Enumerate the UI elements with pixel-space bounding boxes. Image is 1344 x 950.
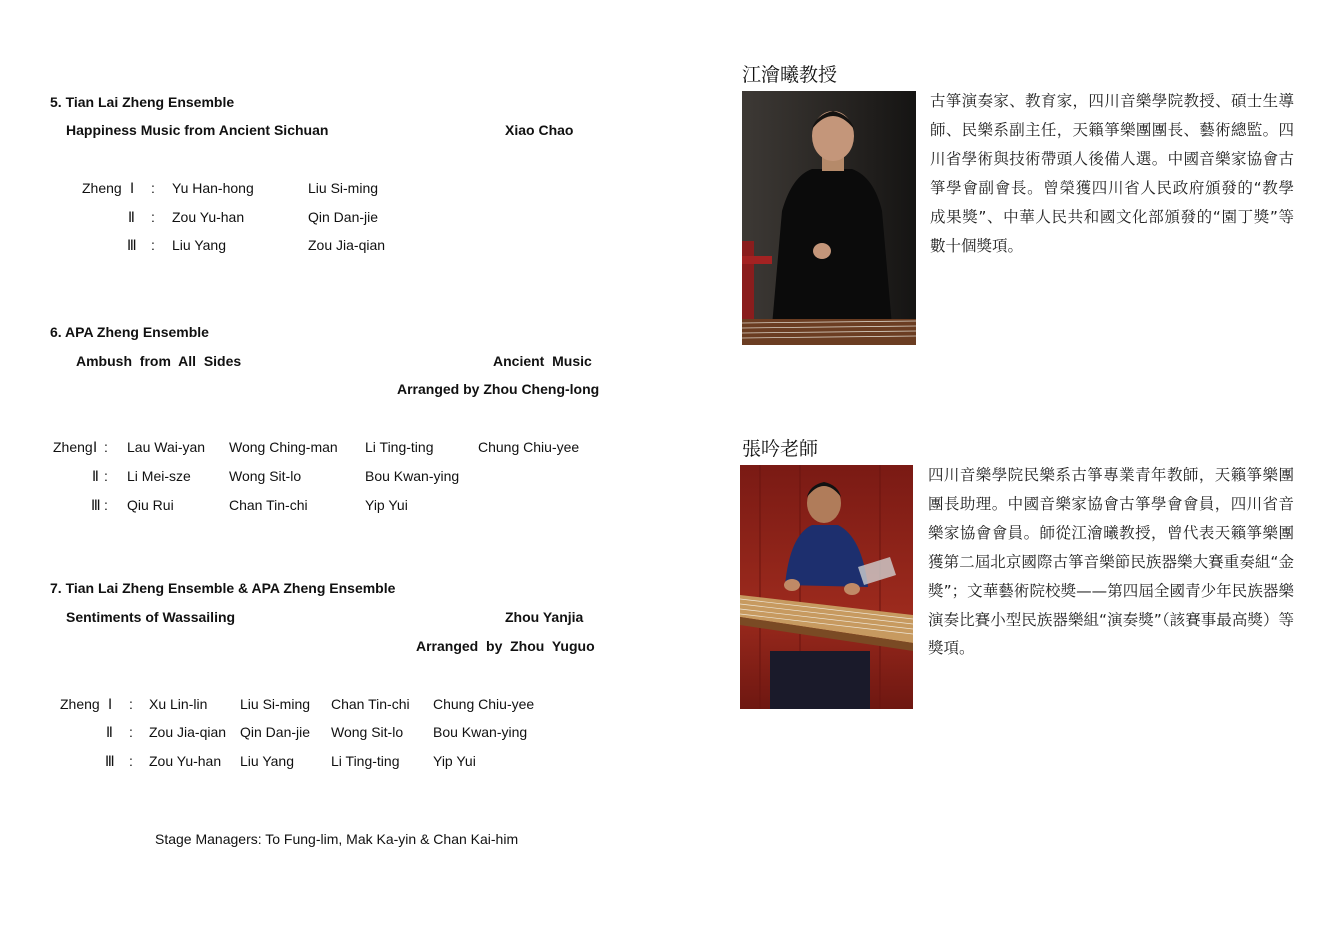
bio-2-text: 四川音樂學院民樂系古箏專業青年教師，天籟箏樂團團長助理。中國音樂家協會古箏學會會員，四川省音樂家協會會員。師從江澮曦教授，曾代表天籟箏樂團獲第二屆北京國際古箏音樂節民族器樂大賽重奏組“金獎”；文華藝術院校獎——第四屆全國青少年民族器樂演奏比賽小型民族器樂組“演奏獎”（該賽事最高獎）等獎項。: [928, 466, 1294, 658]
player-name: Chan Tin-chi: [331, 696, 410, 712]
item-6-part-2-colon: :: [104, 468, 108, 484]
item-6-part-1-numeral: Ⅰ: [93, 439, 98, 455]
item-5-part-3-colon: :: [151, 237, 155, 253]
item-7-composer: Zhou Yanjia: [505, 609, 584, 625]
item-6-part-1-colon: :: [104, 439, 108, 455]
bio-2-performance-photo: [740, 465, 913, 709]
item-6-zheng-label: Zheng: [53, 439, 93, 455]
player-name: Wong Ching-man: [229, 439, 338, 455]
player-name: Zou Yu-han: [149, 753, 222, 769]
stage-managers-credit: Stage Managers: To Fung-lim, Mak Ka-yin & Chan Kai-him: [155, 831, 519, 847]
player-name: Xu Lin-lin: [149, 696, 208, 712]
player-name: Liu Si-ming: [240, 696, 311, 712]
player-name: Chung Chiu-yee: [478, 439, 580, 455]
player-name: Liu Si-ming: [308, 180, 379, 196]
item-7-part-1-colon: :: [129, 696, 133, 712]
item-5-part-1-numeral: Ⅰ: [130, 180, 135, 196]
player-name: Zou Jia-qian: [308, 237, 386, 253]
player-name: Zou Yu-han: [172, 209, 245, 225]
item-5-composer: Xiao Chao: [505, 122, 574, 138]
item-7-piece-title: Sentiments of Wassailing: [66, 609, 236, 625]
item-7-part-2-colon: :: [129, 724, 133, 740]
player-name: Bou Kwan-ying: [433, 724, 528, 740]
player-name: Wong Sit-lo: [331, 724, 404, 740]
bio-1-portrait-photo: [742, 91, 916, 345]
item-6-composer: Ancient Music: [493, 353, 592, 369]
item-5-piece-title: Happiness Music from Ancient Sichuan: [66, 122, 329, 138]
item-7-heading: 7. Tian Lai Zheng Ensemble & APA Zheng Ensemble: [50, 580, 396, 596]
item-5-part-3-numeral: Ⅲ: [127, 237, 137, 253]
player-name: Chung Chiu-yee: [433, 696, 535, 712]
item-5-part-2-numeral: Ⅱ: [128, 209, 135, 225]
item-7-part-1-numeral: Ⅰ: [108, 696, 113, 712]
item-7-part-3-colon: :: [129, 753, 133, 769]
item-7-part-3-numeral: Ⅲ: [105, 753, 115, 769]
player-name: Qin Dan-jie: [308, 209, 379, 225]
player-name: Yu Han-hong: [172, 180, 254, 196]
player-name: Yip Yui: [365, 497, 408, 513]
item-6-part-3-colon: :: [104, 497, 108, 513]
item-5-zheng-label: Zheng: [82, 180, 122, 196]
player-name: Yip Yui: [433, 753, 476, 769]
player-name: Qiu Rui: [127, 497, 174, 513]
player-name: Bou Kwan-ying: [365, 468, 460, 484]
item-5-heading: 5. Tian Lai Zheng Ensemble: [50, 94, 235, 110]
player-name: Liu Yang: [172, 237, 226, 253]
player-name: Liu Yang: [240, 753, 294, 769]
item-7-part-2-numeral: Ⅱ: [106, 724, 113, 740]
item-7-zheng-label: Zheng: [60, 696, 100, 712]
player-name: Chan Tin-chi: [229, 497, 308, 513]
item-6-heading: 6. APA Zheng Ensemble: [50, 324, 209, 340]
bio-1-text: 古箏演奏家、教育家，四川音樂學院教授、碩士生導師、民樂系副主任，天籟箏樂團團長、藝術總監。四川省學術與技術帶頭人後備人選。中國音樂家協會古箏學會副會長。曾榮獲四川省人民政府頒發的“教學成果獎”、中華人民共和國文化部頒發的“園丁獎”等數十個獎項。: [930, 92, 1294, 255]
item-6-arranger: Arranged by Zhou Cheng-long: [397, 381, 600, 397]
player-name: Qin Dan-jie: [240, 724, 311, 740]
item-7-arranger: Arranged by Zhou Yuguo: [416, 638, 595, 654]
player-name: Li Ting-ting: [365, 439, 434, 455]
bio-2-name: 張吟老師: [742, 438, 819, 460]
player-name: Li Ting-ting: [331, 753, 400, 769]
player-name: Wong Sit-lo: [229, 468, 302, 484]
item-5-part-2-colon: :: [151, 209, 155, 225]
player-name: Lau Wai-yan: [127, 439, 206, 455]
player-name: Li Mei-sze: [127, 468, 191, 484]
item-6-part-2-numeral: Ⅱ: [92, 468, 99, 484]
bio-1-name: 江澮曦教授: [742, 64, 838, 86]
item-6-part-3-numeral: Ⅲ: [91, 497, 101, 513]
player-name: Zou Jia-qian: [149, 724, 227, 740]
item-6-piece-title: Ambush from All Sides: [76, 353, 242, 369]
item-5-part-1-colon: :: [151, 180, 155, 196]
